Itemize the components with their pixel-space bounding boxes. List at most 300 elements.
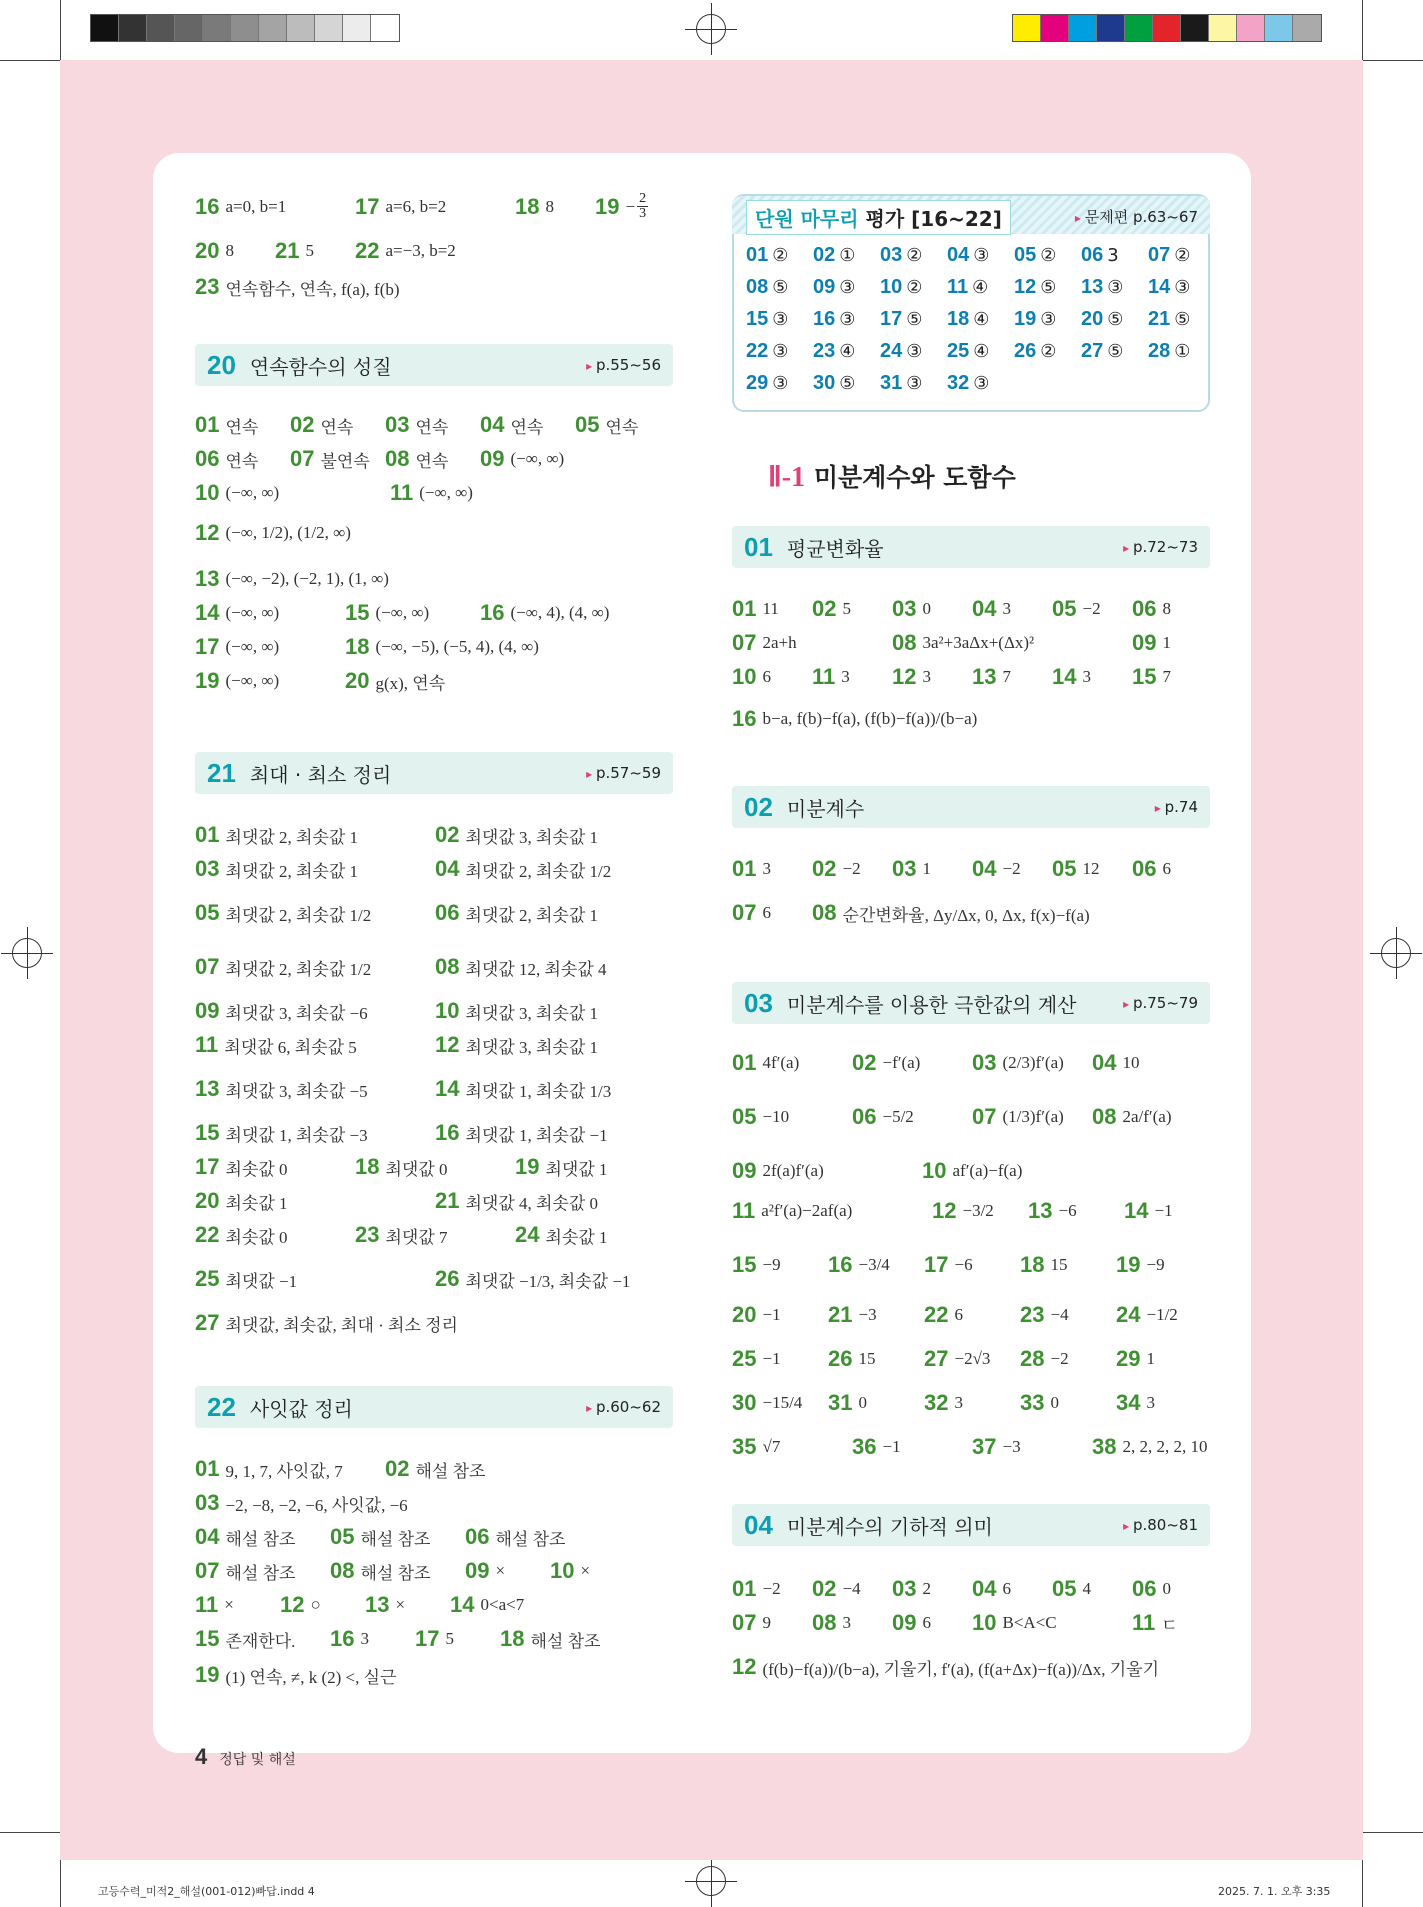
answer-value: 최댓값 −1/3, 최솟값 −1 [465,1271,631,1291]
answer-value: 최댓값 2, 최솟값 1 [225,827,359,847]
unit-answer-value: ④ [972,277,989,298]
answer-row [195,1032,675,1058]
answer-value: 0 [1050,1393,1059,1412]
answer-row [195,566,389,592]
answer-value: 2, 2, 2, 2, 10 [1122,1437,1208,1456]
answer-value: (−∞, 1/2), (1/2, ∞) [225,523,351,542]
unit-answer-cell [1014,244,1081,267]
answer-number: 22 [924,1302,949,1327]
unit-answer-value: ③ [1174,277,1191,298]
answer-item [575,412,670,438]
unit-answer-number: 06 [1081,244,1104,266]
answer-item [345,600,480,626]
unit-answer-cell [746,340,813,363]
answer-number: 24 [1116,1302,1141,1327]
answer-item [732,1252,828,1278]
unit-answer-value: ⑤ [839,373,856,394]
answer-item [195,1310,458,1336]
answer-value: 최댓값 1, 최솟값 −1 [465,1125,608,1145]
answer-number: 21 [435,1188,460,1213]
answer-row [195,1626,650,1652]
answer-number: 23 [195,274,220,299]
answer-item [435,1120,675,1146]
answer-number: 16 [195,193,220,219]
answer-number: 10 [195,480,220,505]
registration-mark-right [1381,938,1411,968]
answer-number: 06 [852,1104,877,1129]
answer-item [515,1154,675,1180]
answer-value: 최댓값 7 [385,1227,448,1247]
answer-item [415,1626,500,1652]
answer-row [732,1610,1212,1636]
answer-row [195,998,675,1024]
grayscale-colorbar [90,14,400,42]
answer-number: 15 [1132,664,1157,689]
unit-answer-cell [1014,308,1081,331]
answer-row [195,600,680,626]
answer-number: 13 [195,1076,220,1101]
answer-value: 최솟값 0 [225,1159,288,1179]
answer-value: 15 [1050,1255,1068,1274]
answer-item [828,1390,924,1416]
answer-number: 27 [924,1346,949,1371]
section-page-ref: ▸ p.80~81 [1123,1516,1198,1534]
answer-number: 19 [515,1154,540,1179]
answer-item [330,1626,415,1652]
answer-item [892,596,972,622]
unit-answer-cell [1148,340,1215,363]
answer-value: 8 [1162,599,1171,618]
answer-item [812,596,892,622]
answer-value: 12 [1082,859,1100,878]
answer-item [924,1252,1020,1278]
answer-number: 04 [480,412,505,437]
answer-number: 19 [595,193,620,219]
answer-number: 38 [1092,1434,1117,1459]
answer-number: 13 [1028,1198,1053,1223]
answer-number: 13 [972,664,997,689]
answer-item [195,1662,396,1688]
answer-value: 7 [1002,667,1011,686]
answer-number: 20 [195,238,220,263]
answer-number: 19 [195,668,220,693]
answer-number: 09 [732,1158,757,1183]
section-title: 최대 · 최소 정리 [249,762,392,787]
answer-item [390,480,585,506]
answer-value: a=−3, b=2 [385,241,456,260]
answer-item [195,566,389,592]
unit-answer-value: ③ [839,309,856,330]
unit-answer-value: ③ [839,277,856,298]
answer-item [1020,1390,1116,1416]
answer-value: (−∞, ∞) [225,603,280,622]
answer-value: (1) 연속, ≠, k (2) <, 실근 [225,1667,397,1687]
unit-answer-value: ② [906,245,923,266]
answer-item [435,954,675,980]
answer-item [355,1154,515,1180]
answer-item [1116,1252,1212,1278]
answer-value: −1 [1154,1201,1173,1220]
unit-answer-cell [947,372,1014,395]
answer-item [1020,1302,1116,1328]
section-page-ref: ▸ p.74 [1155,798,1198,816]
section-title: 미분계수를 이용한 극한값의 계산 [786,992,1077,1017]
answer-number: 01 [195,412,220,437]
answer-row [732,706,977,732]
answer-item [515,194,595,220]
unit-answer-cell [1014,340,1081,363]
answer-item [195,480,390,506]
answer-value: 9 [762,1613,771,1632]
answer-number: 26 [828,1346,853,1371]
answer-item [195,412,290,438]
unit-answer-value: ③ [772,373,789,394]
answer-row [732,664,1212,690]
unit-answer-cell [947,308,1014,331]
unit-answer-value: ⑤ [1107,341,1124,362]
unit-answer-cell [746,276,813,299]
answer-value: 최댓값 3, 최솟값 −5 [225,1081,368,1101]
cmyk-colorbar [1012,14,1322,42]
answer-number: 12 [892,664,917,689]
answer-item [1092,1104,1212,1130]
answer-value: ○ [310,1595,321,1614]
answer-item [515,1222,675,1248]
answer-number: 04 [195,1524,220,1549]
answer-number: 05 [575,412,600,437]
answer-item [732,856,812,882]
section-page-ref: ▸ p.60~62 [586,1398,661,1416]
unit-answer-value: ⑤ [906,309,923,330]
answer-item [435,1076,675,1102]
answer-row [195,412,670,438]
answer-item [828,1302,924,1328]
answer-number: 23 [1020,1302,1045,1327]
unit-answer-cell [1081,244,1148,267]
section-header-s21 [195,752,673,794]
unit-answer-number: 18 [947,308,970,330]
answer-item [435,1266,675,1292]
unit-answer-number: 17 [880,308,903,330]
unit-answer-number: 20 [1081,308,1104,330]
answer-number: 07 [195,954,220,979]
answer-number: 20 [195,1188,220,1213]
fraction-numerator: 2 [639,191,647,206]
answer-item [892,856,972,882]
answer-value: 불연속 [320,451,370,471]
answer-number: 09 [465,1558,490,1583]
answer-value: −4 [842,1579,861,1598]
answer-value: (−∞, −5), (−5, 4), (4, ∞) [375,637,539,656]
answer-number: 23 [355,1222,380,1247]
unit-answer-value: ② [1040,245,1057,266]
answer-value: 2 [922,1579,931,1598]
answer-row [195,238,575,264]
answer-row [195,480,585,506]
answer-number: 02 [385,1456,410,1481]
answer-value: 최댓값 3, 최솟값 1 [465,1003,599,1023]
answer-item [275,238,355,264]
answer-number: 12 [280,1592,305,1617]
answer-number: 17 [924,1252,949,1277]
unit-answer-value: 3 [1107,245,1119,266]
answer-number: 01 [732,596,757,621]
section-number: 02 [744,791,773,822]
answer-item [972,664,1052,690]
answer-value: 최댓값 3, 최솟값 1 [465,1037,599,1057]
answer-item [195,1120,435,1146]
answer-value: (−∞, ∞) [225,483,280,502]
answer-item [450,1592,600,1618]
answer-value: g(x), 연속 [375,673,446,693]
answer-row [195,446,660,472]
answer-number: 08 [812,900,837,925]
unit-answer-number: 12 [1014,276,1037,298]
answer-item [732,596,812,622]
section-number: 04 [744,1509,773,1540]
answer-number: 15 [732,1252,757,1277]
answer-number: 09 [1132,630,1157,655]
answer-value: 최댓값 2, 최솟값 1/2 [225,905,372,925]
unit-answer-number: 31 [880,372,903,394]
answer-number: 16 [828,1252,853,1277]
answer-value: 3 [842,1613,851,1632]
answer-item [480,600,680,626]
section-title: 사잇값 정리 [249,1396,353,1421]
unit-answer-cell [880,372,947,395]
answer-item [195,1076,435,1102]
answer-item [1132,596,1212,622]
answer-value: 최솟값 1 [225,1193,288,1213]
answer-row [195,274,400,300]
unit-title-b: 평가 [16~22] [858,207,1002,231]
answer-item [972,1576,1052,1602]
answer-row [195,1188,675,1214]
answer-value: 최댓값 1, 최솟값 −3 [225,1125,368,1145]
section-header-r03 [732,982,1210,1024]
answer-value: 최댓값 1, 최솟값 1/3 [465,1081,612,1101]
answer-number: 06 [435,900,460,925]
unit-answer-number: 10 [880,276,903,298]
answer-item [972,1104,1092,1130]
answer-value: 최댓값 6, 최솟값 5 [224,1037,357,1057]
answer-number: 10 [435,998,460,1023]
unit-answer-cell [1148,276,1215,299]
answer-number: 17 [355,193,380,219]
answer-number: 14 [195,600,220,625]
answer-number: 02 [852,1050,877,1075]
unit-answer-number: 30 [813,372,836,394]
answer-number: 10 [732,664,757,689]
answer-value: −3 [1002,1437,1021,1456]
answer-row [195,1524,600,1550]
unit-answer-cell [947,276,1014,299]
answer-item [972,1050,1092,1076]
fraction [637,192,648,221]
answer-number: 11 [390,480,414,505]
answer-number: 18 [500,1626,525,1651]
answer-item [852,1050,972,1076]
unit-answer-cell [880,340,947,363]
answer-number: 05 [732,1104,757,1129]
answer-number: 06 [195,446,220,471]
answer-number: 10 [922,1158,947,1183]
unit-answer-value: ③ [973,245,990,266]
answer-value: 최댓값 2, 최솟값 1/2 [465,861,612,881]
unit-answer-number: 01 [746,244,769,266]
answer-item [732,1158,922,1184]
section-number: 21 [207,757,236,788]
answer-item [195,1490,408,1516]
crop-mark [1363,1832,1423,1833]
answer-item [812,856,892,882]
answer-item [972,856,1052,882]
unit-answer-number: 28 [1148,340,1171,362]
unit-answer-value: ② [1040,341,1057,362]
answer-item [1132,856,1212,882]
unit-answer-cell [813,244,880,267]
unit-answer-cell [947,340,1014,363]
answer-item [732,1654,1159,1680]
answer-row [195,822,675,848]
answer-number: 08 [1092,1104,1117,1129]
answer-item [385,412,480,438]
answer-item [732,664,812,690]
answer-number: 08 [435,954,460,979]
answer-item [892,1576,972,1602]
answer-value: 6 [922,1613,931,1632]
answer-item [195,1456,385,1482]
answer-number: 09 [480,446,505,471]
answer-number: 16 [732,706,757,731]
answer-item [732,1198,932,1224]
answer-item [1092,1050,1212,1076]
answer-value: −2√3 [954,1349,991,1368]
answer-value: (−∞, 4), (4, ∞) [510,603,610,622]
answer-number: 06 [465,1524,490,1549]
unit-answer-number: 25 [947,340,970,362]
answer-number: 03 [195,1490,220,1515]
answer-value: (−∞, −2), (−2, 1), (1, ∞) [225,569,389,588]
answer-row [195,192,695,221]
answer-value: 최댓값, 최솟값, 최대 · 최소 정리 [225,1315,458,1335]
answer-value: 최솟값 1 [545,1227,608,1247]
answer-value: 해설 참조 [415,1461,486,1481]
section-title: 평균변화율 [786,536,884,561]
unit-answer-number: 23 [813,340,836,362]
answer-item [345,634,645,660]
answer-number: 05 [1052,856,1077,881]
unit-answer-number: 03 [880,244,903,266]
answer-item [435,1032,675,1058]
answer-number: 37 [972,1434,997,1459]
answer-number: 17 [195,1154,220,1179]
answer-item [385,446,480,472]
answer-value: 존재한다. [225,1631,296,1651]
answer-item [892,664,972,690]
answer-number: 08 [330,1558,355,1583]
answer-item [924,1302,1020,1328]
answer-value: 5 [305,241,314,260]
unit-answer-value: ③ [772,341,789,362]
answer-row [732,1576,1212,1602]
answer-number: 18 [1020,1252,1045,1277]
answer-row [732,1252,1212,1278]
answer-value: −9 [1146,1255,1165,1274]
answer-value: a=6, b=2 [385,196,447,216]
answer-number: 29 [1116,1346,1141,1371]
answer-value: 최댓값 2, 최솟값 1 [225,861,359,881]
answer-value: 연속 [225,451,259,471]
answer-value: 순간변화율, Δy/Δx, 0, Δx, f(x)−f(a) [842,905,1090,925]
answer-value: 6 [1162,859,1171,878]
answer-value: 해설 참조 [225,1529,296,1549]
answer-value: 3 [841,667,850,686]
answer-value: √7 [762,1437,781,1456]
answer-row [195,1490,408,1516]
answer-value: 3 [1082,667,1091,686]
unit-answer-value: ② [772,245,789,266]
answer-value: 3 [922,667,931,686]
unit-review-header [732,196,1210,234]
answer-item [345,668,545,694]
answer-row [195,954,675,980]
answer-number: 01 [732,1050,757,1075]
answer-value: 11 [762,599,779,618]
answer-value: −2, −8, −2, −6, 사잇값, −6 [225,1495,408,1515]
answer-number: 05 [330,1524,355,1549]
answer-value: 6 [954,1305,963,1324]
unit-review-page: ▸ 문제편 p.63~67 [1075,206,1198,227]
answer-row [195,1310,458,1336]
unit-answer-cell [1148,244,1215,267]
answer-value: a=0, b=1 [225,196,287,216]
answer-number: 25 [195,1266,220,1291]
answer-number: 07 [732,1610,757,1635]
answer-item [812,900,1192,926]
answer-item [732,706,977,732]
answer-value: 최댓값 3, 최솟값 −6 [225,1003,368,1023]
answer-item [330,1558,465,1584]
answer-number: 06 [1132,856,1157,881]
answer-value: (1/3)f′(a) [1002,1107,1064,1126]
answer-value: 최댓값 12, 최솟값 4 [465,959,607,979]
answer-item [1132,1576,1212,1602]
answer-number: 04 [435,856,460,881]
answer-value: 연속 [320,417,354,437]
answer-number: 01 [732,856,757,881]
answer-row [732,596,1212,622]
answer-item [435,998,675,1024]
unit-answer-cell [880,244,947,267]
answer-item [1052,596,1132,622]
answer-number: 01 [195,1456,220,1481]
answer-value: 최댓값 2, 최솟값 1 [465,905,599,925]
unit-answer-number: 07 [1148,244,1171,266]
answer-item [195,1558,330,1584]
answer-row [732,630,1212,656]
answer-row [195,1592,600,1618]
unit-answer-number: 15 [746,308,769,330]
answer-value: 0<a<7 [480,1595,525,1614]
answer-item [195,822,435,848]
unit-answer-grid [746,244,1215,395]
answer-number: 02 [435,822,460,847]
answer-number: 12 [732,1654,757,1679]
answer-item [195,954,435,980]
answer-item [195,1266,435,1292]
slug-left: 고등수력_미적2_해설(001-012)빠답.indd 4 [98,1885,315,1898]
